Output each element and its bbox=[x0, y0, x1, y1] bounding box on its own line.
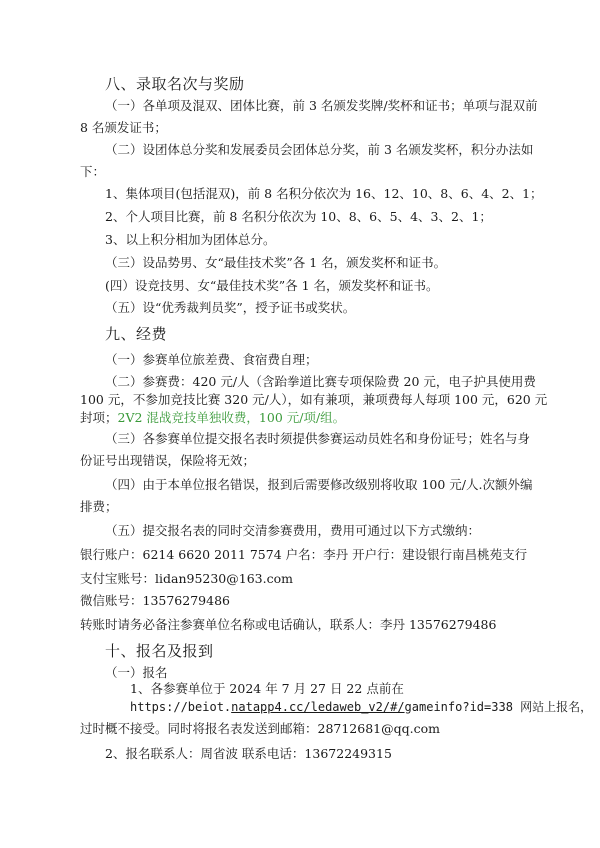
section-9-title: 九、经费 bbox=[105, 325, 168, 343]
s8-rule-1: 1、集体项目(包括混双)，前 8 名积分依次为 16、12、10、8、6、4、2、1； bbox=[105, 186, 543, 201]
wechat-account-line: 微信账号：13576279486 bbox=[80, 593, 230, 608]
s9-para-4-line-1: （四）由于本单位报名错误，报到后需要修改级别将收取 100 元/人.次额外编 bbox=[105, 477, 533, 492]
transfer-note-line: 转账时请务必备注参赛单位名称或电话确认，联系人：李丹 13576279486 bbox=[80, 617, 497, 632]
s9-para-2-line-3 bbox=[80, 410, 345, 426]
s8-para-3: （三）设品势男、女“最佳技术奖”各 1 名，颁发奖杯和证书。 bbox=[105, 255, 447, 270]
s8-rule-3: 3、以上积分相加为团体总分。 bbox=[105, 232, 276, 247]
s9-para-2-line-2: 100 元，不参加竞技比赛 320 元/人），如有兼项，兼项费每人每项 100 元，620 元 bbox=[80, 392, 548, 407]
s8-para-5: （五）设“优秀裁判员奖”，授予证书或奖状。 bbox=[105, 300, 356, 315]
s9-para-2-line-1: （二）参赛费：420 元/人（含跆拳道比赛专项保险费 20 元，电子护具使用费 bbox=[105, 374, 536, 389]
s10-item-1-line-1: 1、各参赛单位于 2024 年 7 月 27 日 22 点前在 bbox=[130, 681, 404, 696]
registration-url[interactable] bbox=[130, 699, 592, 715]
s9-para-5: （五）提交报名表的同时交清参赛费用，费用可通过以下方式缴纳： bbox=[105, 523, 481, 538]
s8-para-1-line-1: （一）各单项及混双、团体比赛，前 3 名颁发奖牌/奖杯和证书；单项与混双前 bbox=[105, 98, 538, 113]
s9-para-1: （一）参赛单位旅差费、食宿费自理； bbox=[105, 352, 318, 367]
s8-para-4: (四）设竞技男、女“最佳技术奖”各 1 名，颁发奖杯和证书。 bbox=[105, 278, 439, 293]
s9-para-2-line-3-text: 封项； bbox=[80, 410, 118, 425]
s8-rule-2: 2、个人项目比赛，前 8 名积分依次为 10、8、6、5、4、3、2、1； bbox=[105, 209, 492, 224]
section-10-title: 十、报名及报到 bbox=[105, 642, 214, 660]
s10-subtitle: （一）报名 bbox=[105, 665, 168, 680]
url-suffix: gameinfo?id=338 网站上报名， bbox=[404, 700, 593, 714]
s8-para-2-line-2: 下： bbox=[80, 164, 106, 179]
s8-para-1-line-2: 8 名颁发证书； bbox=[80, 120, 167, 135]
s10-item-1-line-3: 过时概不接受。同时将报名表发送到邮箱：28712681@qq.com bbox=[80, 721, 440, 736]
url-underlined-part: natapp4.cc/ledaweb_v2/#/ bbox=[231, 700, 405, 714]
bank-account-line: 银行账户：6214 6620 2011 7574 户名：李丹 开户行：建设银行南昌桃苑支行 bbox=[80, 547, 528, 562]
s10-item-2: 2、报名联系人：周省波 联系电话：13672249315 bbox=[105, 746, 392, 761]
url-prefix: https://beiot. bbox=[130, 700, 232, 714]
s9-para-4-line-2: 排费； bbox=[80, 499, 118, 514]
s9-2v2-fee-note: 2V2 混战竞技单独收费，100 元/项/组。 bbox=[117, 410, 346, 425]
s8-para-2-line-1: （二）设团体总分奖和发展委员会团体总分奖，前 3 名颁发奖杯，积分办法如 bbox=[105, 142, 534, 157]
s9-para-3-line-2: 份证号出现错误，保险将无效； bbox=[80, 453, 256, 468]
alipay-account-line: 支付宝账号：lidan95230@163.com bbox=[80, 571, 293, 586]
s9-para-3-line-1: （三）各参赛单位提交报名表时须提供参赛运动员姓名和身份证号；姓名与身 bbox=[105, 431, 531, 446]
section-8-title: 八、录取名次与奖励 bbox=[105, 75, 245, 93]
